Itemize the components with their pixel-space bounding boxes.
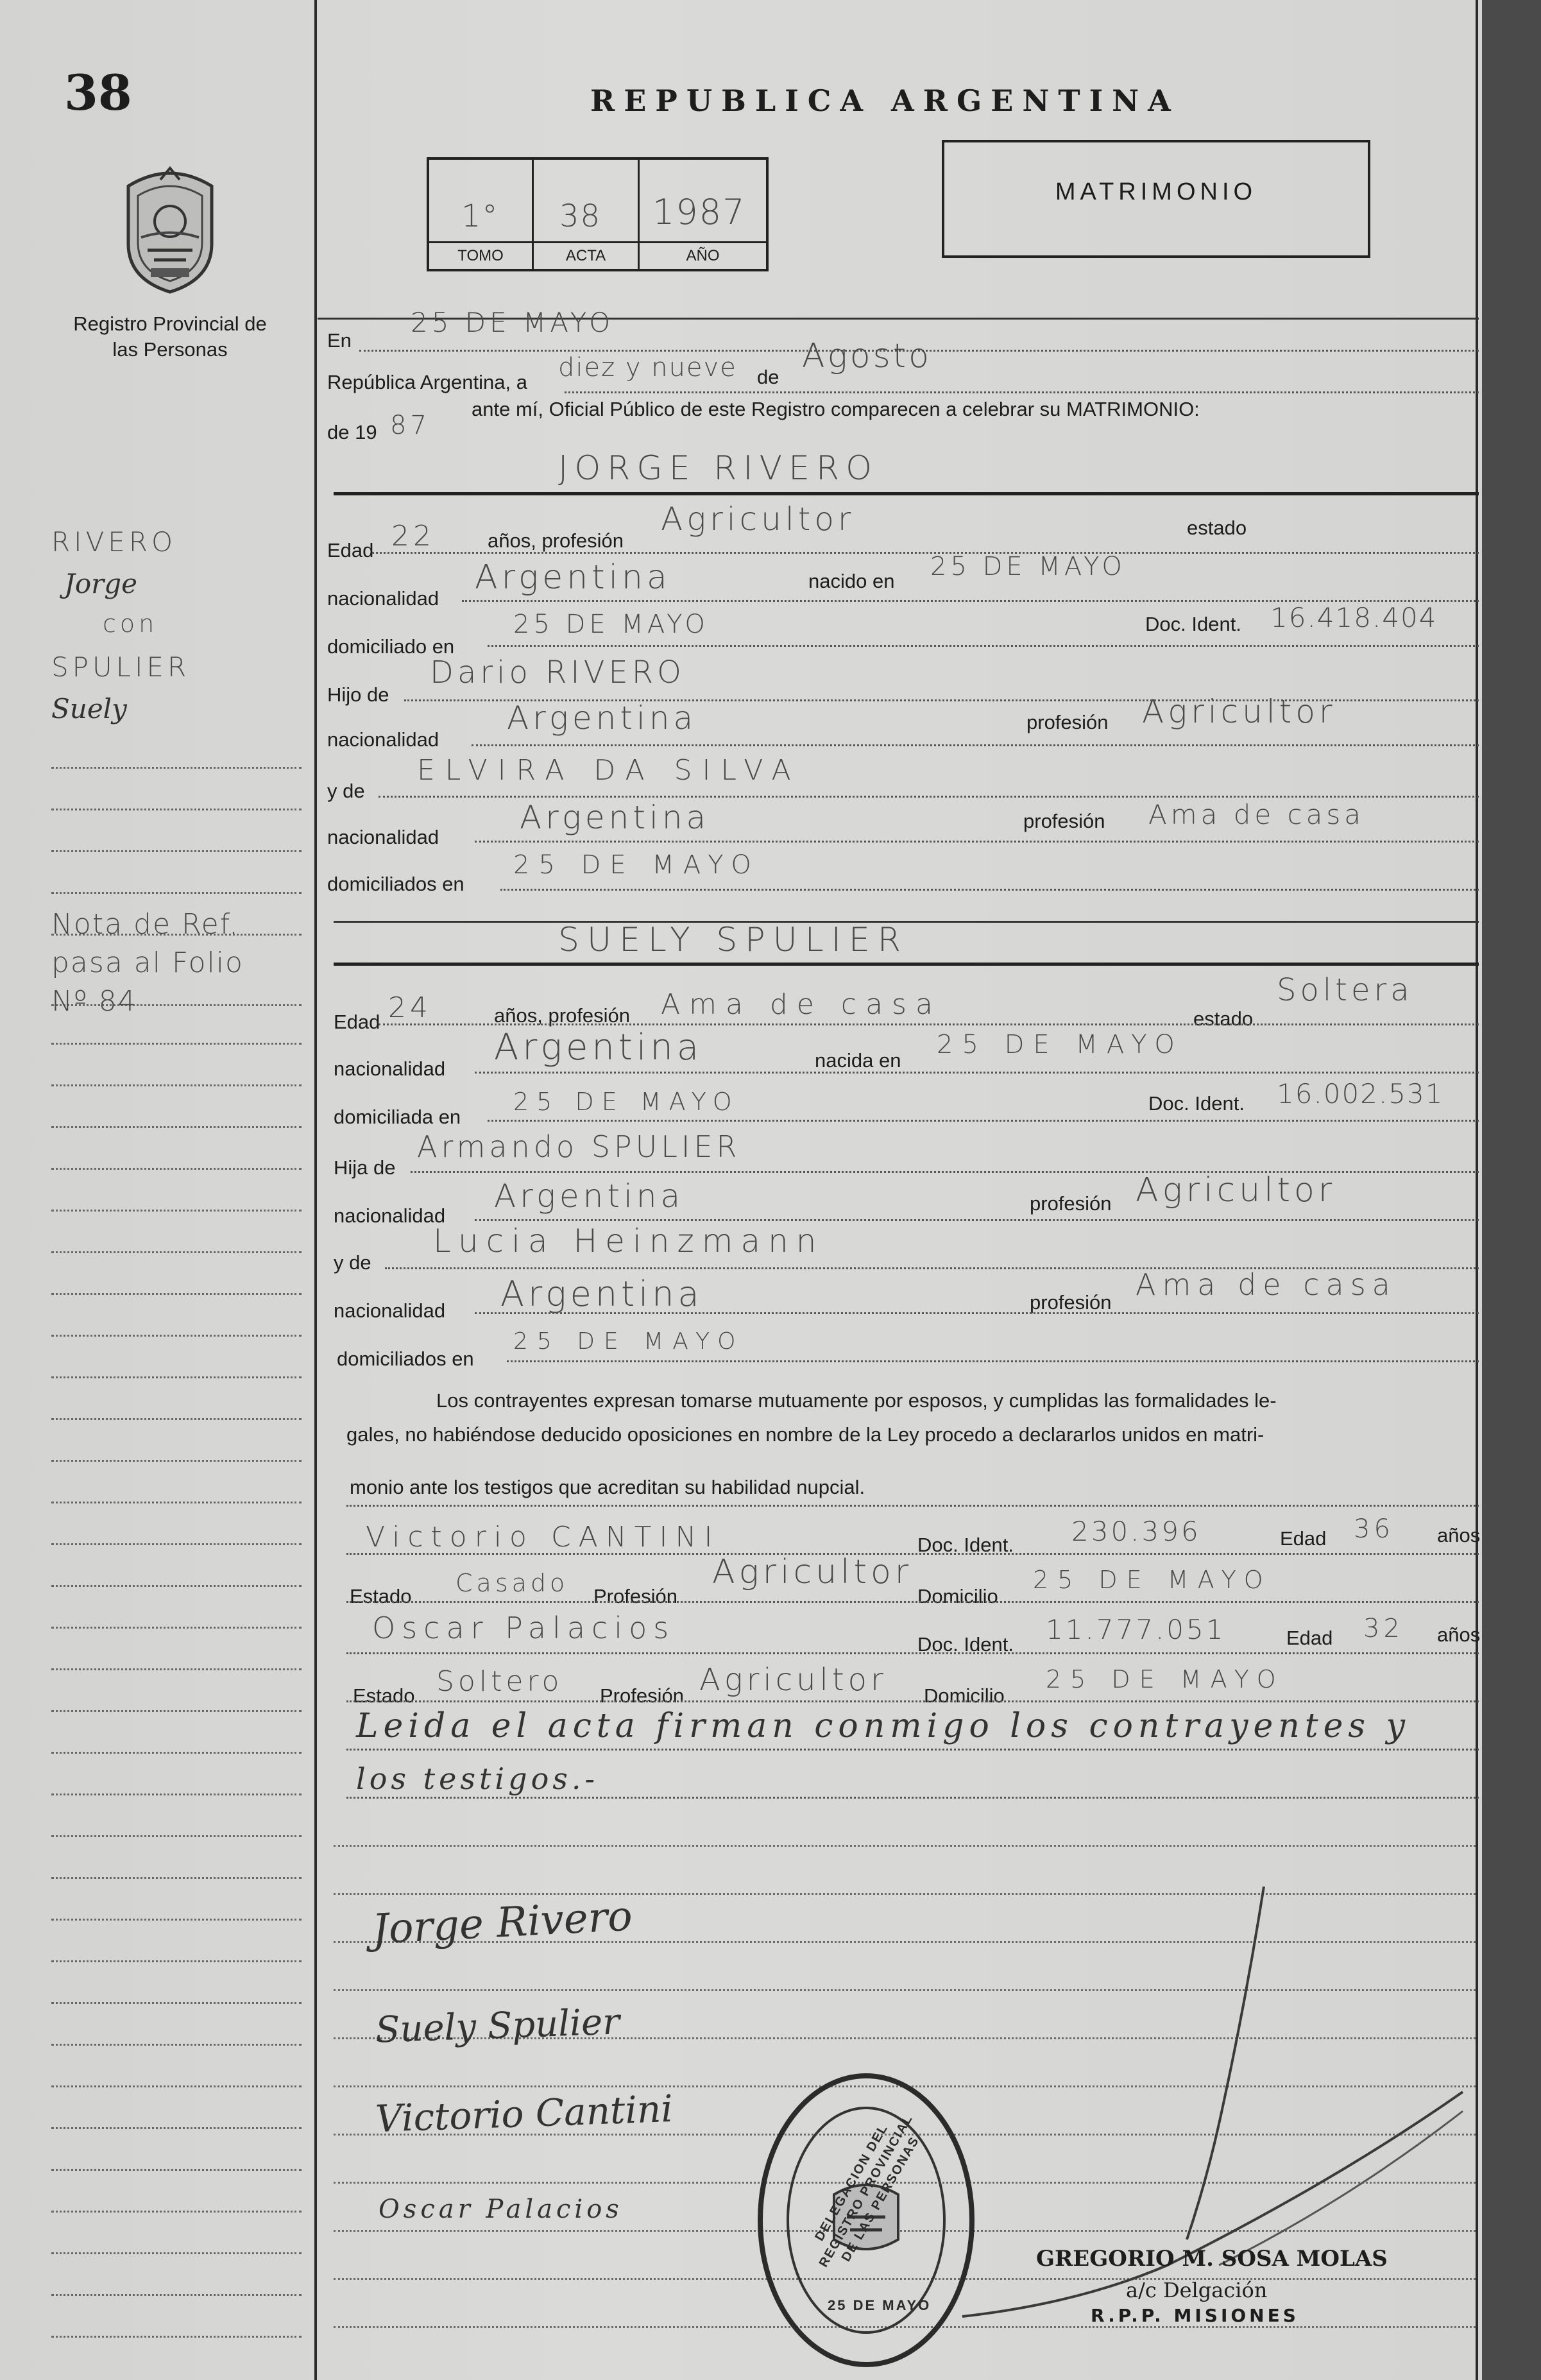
groom-mother-name: ELVIRA DA SILVA — [417, 754, 801, 787]
comparecen-text: ante mí, Oficial Público de este Registro comparecen a celebrar su MATRIMONIO: — [472, 398, 1200, 420]
groom-father-profesion: Agricultor — [1142, 693, 1336, 730]
declaration-line-2: gales, no habiéndose deducido oposiciones en nombre de la Ley procedo a declararlos unidos en matri- — [346, 1423, 1264, 1446]
margin-rule — [51, 1585, 302, 1587]
groom-mother-nac-label: nacionalidad — [327, 826, 439, 848]
margin-rule — [51, 1543, 302, 1545]
bride-father-prof-label: profesión — [1030, 1192, 1112, 1215]
acta-cell — [534, 160, 640, 269]
margin-surname-bride: SPULIER — [51, 651, 191, 683]
groom-doc-value: 16.418.404 — [1270, 602, 1438, 633]
margin-rule — [51, 1919, 302, 1921]
margin-rule — [51, 1251, 302, 1253]
bride-doc-label: Doc. Ident. — [1148, 1092, 1245, 1115]
rule — [346, 1601, 1479, 1603]
witness-2-domicilio-label: Domicilio — [924, 1684, 1005, 1707]
margin-rule — [51, 2211, 302, 2213]
witness-1-edad-label: Edad — [1280, 1527, 1327, 1550]
groom-father-nac-label: nacionalidad — [327, 728, 439, 751]
bride-nacida-value: 25 DE MAYO — [937, 1030, 1184, 1059]
rule — [379, 796, 1479, 798]
witness-1-domicilio-label: Domicilio — [917, 1585, 998, 1607]
margin-rule — [51, 1126, 302, 1128]
witness-1-anos-label: años — [1437, 1524, 1481, 1546]
rule — [475, 1312, 1479, 1314]
year-value: 87 — [390, 411, 430, 440]
groom-yde-label: y de — [327, 780, 365, 802]
bride-father-nac-label: nacionalidad — [334, 1204, 446, 1227]
margin-rule — [51, 1460, 302, 1462]
en-value: 25 DE MAYO — [411, 307, 615, 338]
bride-doc-value: 16.002.531 — [1277, 1078, 1444, 1109]
bride-nacionalidad-value: Argentina — [494, 1027, 703, 1068]
groom-nacionalidad-value: Argentina — [475, 558, 671, 597]
groom-hijo-label: Hijo de — [327, 683, 389, 706]
bride-nacionalidad-label: nacionalidad — [334, 1057, 446, 1080]
rule — [346, 1700, 1479, 1702]
tomo-label: TOMO — [429, 241, 532, 269]
record-box — [427, 157, 769, 271]
signature-bride: Suely Spulier — [374, 2001, 620, 2051]
witness-1-doc: 230.396 — [1071, 1516, 1201, 1547]
bride-parents-dom-label: domiciliados en — [337, 1348, 474, 1370]
bride-name: SUELY SPULIER — [558, 921, 908, 959]
closing-note-line-2: los testigos.- — [356, 1761, 599, 1796]
rule — [565, 391, 1479, 393]
margin-rule — [51, 2294, 302, 2296]
bride-parents-domicilio: 25 DE MAYO — [513, 1328, 745, 1355]
country-title: REPUBLICA ARGENTINA — [590, 83, 1180, 118]
tomo-value: 1° — [461, 198, 499, 234]
page-edge-line — [1476, 0, 1478, 2380]
rule — [346, 1553, 1479, 1555]
margin-rule — [51, 1168, 302, 1170]
page-edge-shadow — [1482, 0, 1541, 2380]
rule — [475, 1219, 1479, 1221]
rule — [372, 552, 1479, 554]
bride-mother-prof-label: profesión — [1030, 1291, 1112, 1314]
bride-hija-label: Hija de — [334, 1156, 396, 1179]
margin-rule — [51, 2127, 302, 2129]
bride-estado-label: estado — [1193, 1007, 1254, 1030]
groom-mother-profesion: Ama de casa — [1148, 799, 1365, 830]
witness-1-name: Victorio CANTINI — [366, 1521, 720, 1554]
bride-mother-nac-label: nacionalidad — [334, 1299, 446, 1322]
month-value: Agosto — [802, 337, 932, 375]
groom-anos-profesion-label: años, profesión — [488, 529, 624, 552]
groom-parents-domicilio: 25 DE MAYO — [513, 850, 760, 880]
bride-domicilio-value: 25 DE MAYO — [513, 1088, 740, 1116]
official-office: R.P.P. MISIONES — [1091, 2305, 1299, 2326]
day-value: diez y nueve — [558, 353, 737, 382]
bride-anos-profesion-label: años, profesión — [494, 1004, 630, 1027]
margin-ref-line2: pasa al Folio — [51, 946, 244, 979]
margin-rule — [51, 1668, 302, 1670]
margin-rule — [51, 1710, 302, 1712]
official-role: a/c Delgación — [1126, 2278, 1268, 2302]
rule — [507, 1360, 1479, 1362]
margin-rule — [51, 1627, 302, 1629]
groom-name-rule — [334, 492, 1479, 495]
margin-ref-line3: Nº 84 — [51, 985, 137, 1018]
witness-1-edad: 36 — [1354, 1514, 1394, 1544]
groom-parents-dom-label: domiciliados en — [327, 873, 464, 895]
margin-rule — [51, 767, 302, 769]
witness-2-name: Oscar Palacios — [372, 1611, 676, 1645]
closing-note-line-1: Leida el acta firman conmigo los contrayentes y — [356, 1707, 1411, 1745]
margin-note-reference — [51, 908, 308, 1023]
witness-2-doc: 11.777.051 — [1046, 1614, 1226, 1645]
rule — [346, 1749, 1479, 1751]
groom-profesion-value: Agricultor — [661, 501, 855, 538]
bride-domicilio-label: domiciliada en — [334, 1106, 461, 1128]
margin-rule — [51, 1835, 302, 1837]
margin-rule — [51, 1376, 302, 1378]
bride-yde-label: y de — [334, 1251, 371, 1274]
groom-nacido-label: nacido en — [808, 570, 895, 592]
rule — [500, 889, 1479, 891]
margin-name-groom: Jorge — [64, 568, 137, 599]
bride-father-name: Armando SPULIER — [417, 1129, 741, 1164]
margin-rule — [51, 2252, 302, 2254]
groom-father-nacionalidad: Argentina — [507, 699, 697, 737]
bride-mother-name: Lucia Heinzmann — [433, 1222, 824, 1260]
signature-witness-2: Oscar Palacios — [379, 2195, 623, 2224]
witness-2-doc-label: Doc. Ident. — [917, 1633, 1014, 1656]
witness-2-profesion: Agricultor — [699, 1662, 887, 1698]
margin-rule — [51, 2044, 302, 2046]
margin-divider — [314, 0, 317, 2380]
witness-1-profesion-label: Profesión — [593, 1585, 677, 1607]
declaration-line-3: monio ante los testigos que acreditan su habilidad nupcial. — [350, 1476, 865, 1498]
groom-estado-label: estado — [1187, 517, 1247, 539]
rule — [472, 744, 1479, 746]
margin-rule — [51, 1335, 302, 1337]
province-seal-icon — [115, 160, 225, 295]
rule — [475, 1072, 1479, 1074]
groom-nacionalidad-label: nacionalidad — [327, 587, 439, 610]
bride-nacida-label: nacida en — [815, 1049, 901, 1072]
rule — [346, 1797, 1479, 1799]
margin-surname-groom: RIVERO — [51, 526, 177, 558]
groom-father-name: Dario RIVERO — [430, 655, 685, 690]
bride-estado-value: Soltera — [1277, 972, 1413, 1008]
groom-doc-label: Doc. Ident. — [1145, 613, 1241, 635]
groom-mother-prof-label: profesión — [1023, 810, 1105, 832]
margin-rule — [51, 809, 302, 810]
bride-name-rule — [334, 963, 1479, 966]
witness-2-edad-label: Edad — [1286, 1627, 1333, 1649]
margin-rule — [51, 1210, 302, 1211]
groom-edad-value: 22 — [391, 520, 435, 552]
margin-rule — [51, 2085, 302, 2087]
groom-nacido-value: 25 DE MAYO — [930, 552, 1126, 581]
witness-2-profesion-label: Profesión — [600, 1684, 684, 1707]
document-type-box — [942, 140, 1370, 258]
official-name: GREGORIO M. SOSA MOLAS — [1036, 2246, 1388, 2272]
margin-rule — [51, 1293, 302, 1295]
margin-rule — [51, 2169, 302, 2171]
acta-value: 38 — [559, 198, 602, 234]
witness-1-estado-label: Estado — [350, 1585, 412, 1607]
witness-2-edad: 32 — [1363, 1614, 1404, 1643]
margin-rule — [51, 1043, 302, 1045]
groom-domicilio-value: 25 DE MAYO — [513, 610, 709, 639]
rule — [334, 1845, 1476, 1847]
bride-name-rule-top — [334, 921, 1479, 923]
bride-mother-profesion: Ama de casa — [1136, 1267, 1397, 1302]
margin-note-names — [51, 526, 308, 735]
witness-1-estado: Casado — [455, 1569, 569, 1597]
rule — [379, 1023, 1479, 1025]
registry-name: Registro Provincial de las Personas — [73, 312, 267, 361]
witness-2-domicilio: 25 DE MAYO — [1046, 1665, 1285, 1693]
document-type-label: MATRIMONIO — [1055, 178, 1257, 205]
bride-profesion-value: Ama de casa — [661, 988, 942, 1021]
folio-number: 38 — [64, 64, 132, 121]
acta-label: ACTA — [534, 241, 638, 269]
republica-label: República Argentina, a — [327, 371, 527, 393]
witness-1-domicilio: 25 DE MAYO — [1033, 1566, 1272, 1594]
stamp-ring-text: DELEGACION DEL REGISTRO PROVINCIAL DE LAS PERSONAS — [812, 2112, 923, 2270]
margin-rule — [51, 850, 302, 852]
rule — [346, 1652, 1479, 1654]
margin-rule — [51, 2336, 302, 2338]
witness-1-doc-label: Doc. Ident. — [917, 1534, 1014, 1556]
witness-2-anos-label: años — [1437, 1623, 1481, 1646]
en-label: En — [327, 329, 352, 352]
bride-edad-label: Edad — [334, 1011, 380, 1033]
bride-mother-nacionalidad: Argentina — [500, 1274, 703, 1314]
rule — [475, 841, 1479, 843]
margin-con: con — [103, 610, 158, 638]
ano-cell — [640, 160, 766, 269]
margin-rule — [51, 1502, 302, 1503]
declaration-line-1: Los contrayentes expresan tomarse mutuamente por esposos, y cumplidas las formalidades le- — [436, 1389, 1277, 1412]
tomo-cell — [429, 160, 534, 269]
margin-rule — [51, 1752, 302, 1754]
bride-father-nacionalidad: Argentina — [494, 1177, 685, 1215]
de-label: de — [757, 366, 779, 388]
groom-father-prof-label: profesión — [1026, 711, 1109, 733]
margin-rule — [51, 2002, 302, 2004]
bride-father-profesion: Agricultor — [1136, 1171, 1336, 1210]
witness-1-profesion: Agricultor — [712, 1553, 913, 1591]
margin-rule — [51, 1418, 302, 1420]
margin-rule — [51, 1084, 302, 1086]
groom-edad-label: Edad — [327, 539, 374, 561]
rule — [488, 1120, 1479, 1122]
rule — [488, 645, 1479, 647]
groom-mother-nacionalidad: Argentina — [520, 799, 710, 836]
witness-2-estado: Soltero — [436, 1665, 563, 1698]
margin-name-bride: Suely — [51, 693, 127, 724]
margin-ref-line1: Nota de Ref. — [51, 908, 239, 941]
bride-edad-value: 24 — [388, 991, 432, 1024]
witness-2-estado-label: Estado — [353, 1684, 415, 1707]
groom-name: JORGE RIVERO — [558, 449, 879, 488]
signature-groom: Jorge Rivero — [371, 1892, 634, 1954]
rule — [346, 1505, 1479, 1507]
margin-rule — [51, 1794, 302, 1795]
stamp-bottom-text: 25 DE MAYO — [828, 2297, 932, 2313]
margin-rule — [51, 1877, 302, 1879]
groom-domicilio-label: domiciliado en — [327, 635, 455, 658]
year-prefix: de 19 — [327, 421, 377, 443]
ano-label: AÑO — [640, 241, 766, 269]
ano-value: 1987 — [652, 192, 746, 232]
margin-rule — [51, 1960, 302, 1962]
margin-rule — [51, 892, 302, 894]
signature-witness-1: Victorio Cantini — [374, 2086, 674, 2141]
